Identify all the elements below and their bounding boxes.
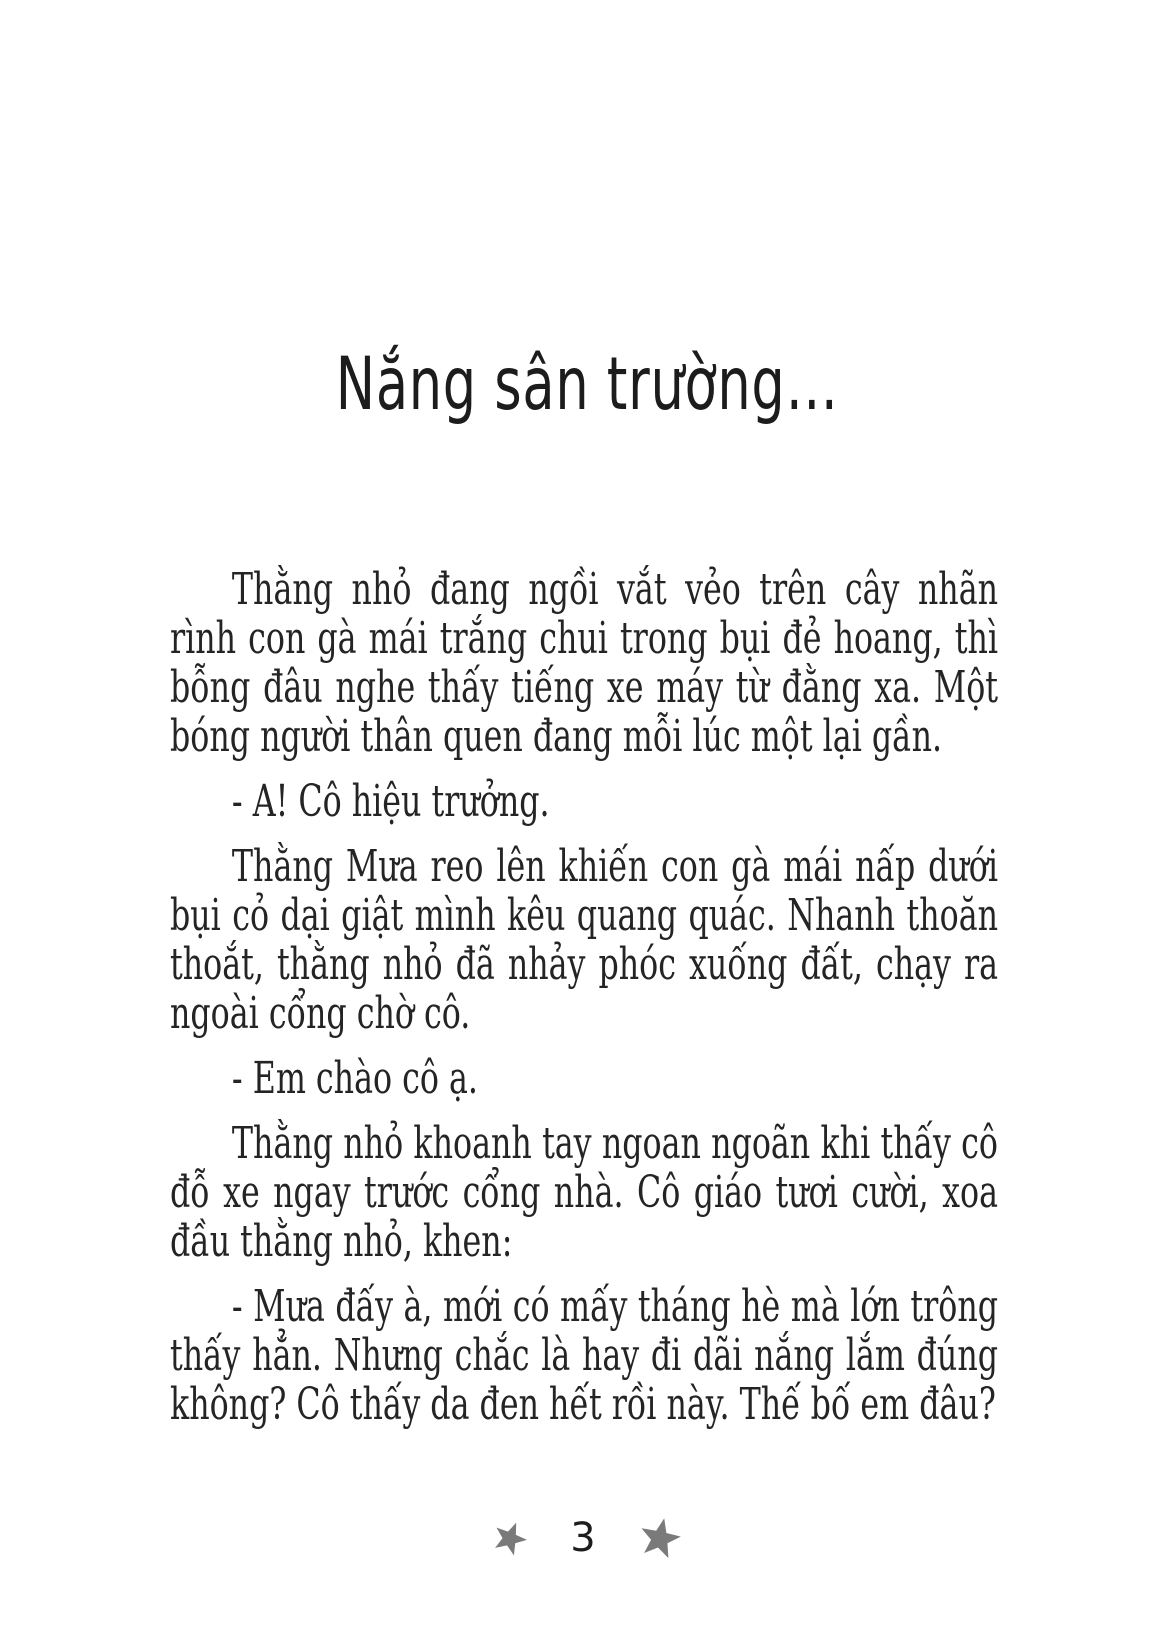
page-number: 3 — [570, 1515, 596, 1561]
paragraph: Thằng nhỏ đang ngồi vắt vẻo trên cây nhãn rình con gà mái trắng chui trong bụi đẻ hoang, thì bỗng đâu nghe thấy tiếng xe máy từ đằng xa. Một bóng người thân quen đang mỗi lúc một lại gần. — [170, 564, 999, 762]
page-footer — [0, 1512, 1174, 1564]
paragraph: - Em chào cô ạ. — [231, 1053, 478, 1104]
paragraph: - Mưa đấy à, mới có mấy tháng hè mà lớn trông thấy hẳn. Nhưng chắc là hay đi dãi nắng lắm đúng không? Cô thấy da đen hết rồi này. Thế bố em đâu? — [170, 1281, 999, 1430]
paragraph: Thằng nhỏ khoanh tay ngoan ngoãn khi thấy cô đỗ xe ngay trước cổng nhà. Cô giáo tươi cười, xoa đầu thằng nhỏ, khen: — [170, 1118, 999, 1267]
story-text — [170, 565, 998, 1445]
paragraph: Thằng Mưa reo lên khiến con gà mái nấp dưới bụi cỏ dại giật mình kêu quang quác. Nhanh thoăn thoắt, thằng nhỏ đã nhảy phóc xuống đất, chạy ra ngoài cổng chờ cô. — [170, 841, 999, 1039]
star-icon — [487, 1515, 534, 1562]
paragraph: - A! Cô hiệu trưởng. — [231, 776, 550, 827]
chapter-title — [0, 342, 1174, 427]
star-icon — [634, 1512, 686, 1564]
chapter-title-text: Nắng sân trường… — [335, 342, 839, 427]
